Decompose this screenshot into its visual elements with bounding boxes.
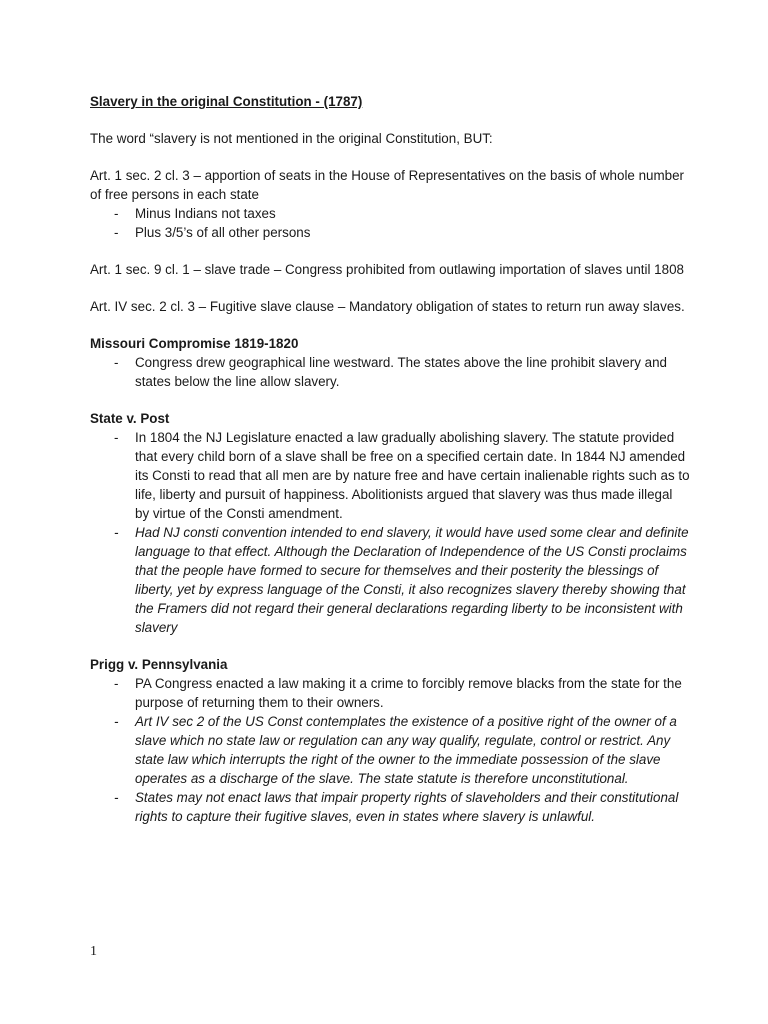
state-v-post-list <box>90 428 690 637</box>
list-item: - Art IV sec 2 of the US Const contemplates the existence of a positive right of the owner of a slave which no state law or regulation can any way qualify, regulate, control or restrict. Any state law which interrupts the right of the owner to the immediate possession of the slave operates as a discharge of the slave. The state statute is therefore unconstitutional. <box>90 712 690 788</box>
list-item: - Plus 3/5’s of all other persons <box>90 223 690 242</box>
art4-text: Art. IV sec. 2 cl. 3 – Fugitive slave clause – Mandatory obligation of states to return run away slaves. <box>90 299 685 314</box>
list-item: - In 1804 the NJ Legislature enacted a law gradually abolishing slavery. The statute provided that every child born of a slave shall be free on a specified certain date. In 1844 NJ amended its Consti to read that all men are by nature free and have certain inalienable rights such as to life, liberty and pursuit of happiness. Abolitionists argued that slavery was thus made illegal by virtue of the Consti amendment. <box>90 428 690 523</box>
page-number: 1 <box>90 944 97 959</box>
list-item: - States may not enact laws that impair property rights of slaveholders and their constitutional rights to capture their fugitive slaves, even in states where slavery is unlawful. <box>90 788 690 826</box>
list-item: - Had NJ consti convention intended to end slavery, it would have used some clear and definite language to that effect. Although the Declaration of Independence of the US Consti proclaims that the people have formed to secure for themselves and their posterity the blessings of liberty, yet by express language of the Consti, it also recognizes slavery thereby showing that the Framers did not regard their general declarations regarding liberty to be inconsistent with slavery <box>90 523 690 637</box>
prigg-list <box>90 674 690 826</box>
list-item: - Congress drew geographical line westward. The states above the line prohibit slavery and states below the line allow slavery. <box>90 353 690 391</box>
list-item: - Minus Indians not taxes <box>90 204 690 223</box>
missouri-list <box>90 353 690 391</box>
page-title: Slavery in the original Constitution - (1787) <box>90 94 363 109</box>
art1-sec2-text: Art. 1 sec. 2 cl. 3 – apportion of seats in the House of Representatives on the basis of whole number of free persons in each state <box>90 168 684 202</box>
missouri-heading: Missouri Compromise 1819-1820 <box>90 336 299 351</box>
document-page <box>90 92 690 844</box>
prigg-heading: Prigg v. Pennsylvania <box>90 657 228 672</box>
state-v-post-heading: State v. Post <box>90 411 170 426</box>
intro-text: The word “slavery is not mentioned in the original Constitution, BUT: <box>90 131 493 146</box>
art1-sec2-list <box>90 204 690 242</box>
list-item: - PA Congress enacted a law making it a crime to forcibly remove blacks from the state for the purpose of returning them to their owners. <box>90 674 690 712</box>
art1-sec9-text: Art. 1 sec. 9 cl. 1 – slave trade – Congress prohibited from outlawing importation of slaves until 1808 <box>90 262 684 277</box>
